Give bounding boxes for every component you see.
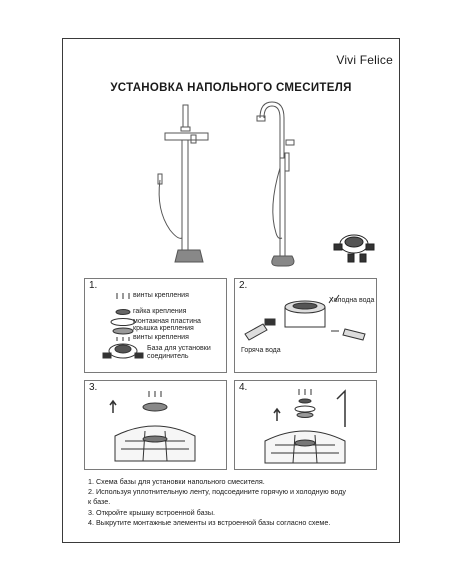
note-line: 4. Выкрутите монтажные элементы из встроенной базы согласно схеме. [88, 517, 331, 527]
label-mounting-nut: гайка крепления [133, 308, 187, 315]
step-1-panel [84, 278, 227, 373]
step-number: 4. [239, 382, 248, 393]
label-mounting-plate: монтажная пластина [133, 318, 201, 325]
step-number: 1. [89, 280, 98, 291]
square-faucet-illustration [150, 100, 230, 270]
step-4-panel [234, 380, 377, 470]
label-cold-water: Холодна вода [329, 297, 375, 304]
note-line: к базе. [88, 497, 111, 507]
mounting-base-illustration [330, 228, 380, 268]
note-line: 2. Используя уплотнительную ленту, подсоедините горячую и холодную воду [88, 487, 346, 497]
instructions-notes [88, 477, 388, 528]
open-cover-diagram [85, 381, 228, 471]
label-connector: соединитель [147, 353, 189, 360]
step-number: 2. [239, 280, 248, 291]
remove-mounting-elements-diagram [235, 381, 378, 471]
step-number: 3. [89, 382, 98, 393]
page-title: УСТАНОВКА НАПОЛЬНОГО СМЕСИТЕЛЯ [110, 82, 352, 94]
round-faucet-illustration [250, 98, 310, 273]
label-hot-water: Горяча вода [241, 347, 281, 354]
label-mounting-screws: винты крепления [133, 292, 189, 299]
note-line: 3. Откройте крышку встроенной базы. [88, 507, 216, 517]
water-connection-diagram [235, 279, 378, 374]
step-3-panel [84, 380, 227, 470]
brand-logo: Vivi Felice [336, 53, 393, 67]
label-base: Базa для установки [147, 345, 211, 352]
label-mounting-cover: крышка крепления [133, 325, 194, 332]
note-line: 1. Схема базы для установки напольного смесителя. [88, 477, 265, 486]
label-mounting-screws-lower: винты крепления [133, 334, 189, 341]
step-2-panel [234, 278, 377, 373]
